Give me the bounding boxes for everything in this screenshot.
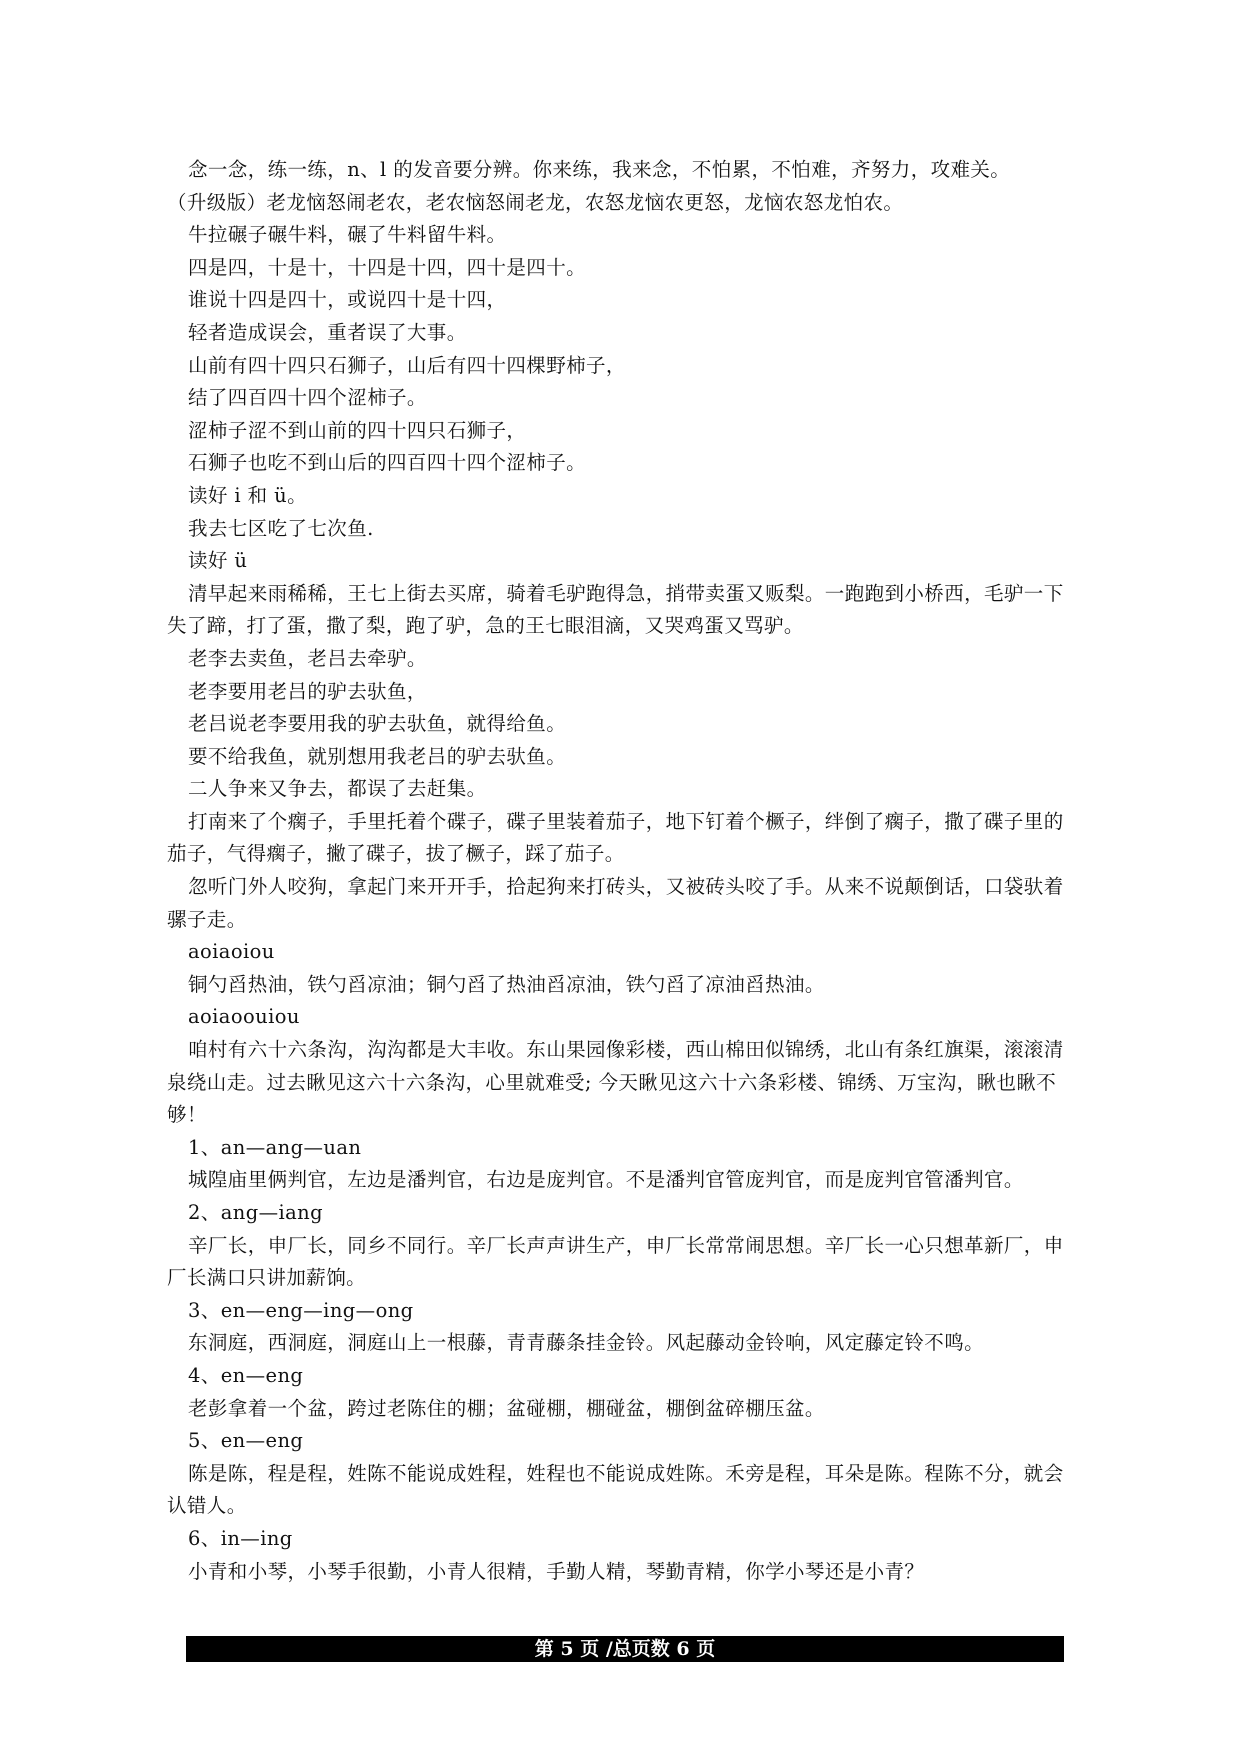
text-line: 老吕说老李要用我的驴去驮鱼，就得给鱼。 <box>188 712 567 736</box>
text-line: 二人争来又争去，都误了去赶集。 <box>188 777 487 801</box>
paragraph: 清早起来雨稀稀，王七上街去买席，骑着毛驴跑得急，捎带卖蛋又贩梨。一跑跑到小桥西，毛驴一下失了蹄，打了蛋，撒了梨，跑了驴，急的王七眼泪滴，又哭鸡蛋又骂驴。 <box>167 581 1064 638</box>
text-line: 老李要用老吕的驴去驮鱼， <box>188 679 427 703</box>
text-line: 石狮子也吃不到山后的四百四十四个涩柿子。 <box>188 451 587 475</box>
text-line: （升级版）老龙恼怒闹老农，老农恼怒闹老龙，农怒龙恼农更怒，龙恼农怒龙怕农。 <box>167 190 904 214</box>
text-line: 老李去卖鱼，老吕去牵驴。 <box>188 646 427 670</box>
document-body <box>167 154 1068 1588</box>
text-line: 老彭拿着一个盆，跨过老陈住的棚；盆碰棚，棚碰盆，棚倒盆碎棚压盆。 <box>188 1396 825 1420</box>
text-line: 东洞庭，西洞庭，洞庭山上一根藤，青青藤条挂金铃。风起藤动金铃响，风定藤定铃不鸣。 <box>188 1331 985 1355</box>
text-line: 要不给我鱼，就别想用我老吕的驴去驮鱼。 <box>188 744 567 768</box>
paragraph: 打南来了个瘸子，手里托着个碟子，碟子里装着茄子，地下钉着个橛子，绊倒了瘸子，撒了碟子里的茄子，气得瘸子，撇了碟子，拔了橛子，踩了茄子。 <box>167 809 1064 866</box>
text-line: 念一念，练一练，n、l 的发音要分辨。你来练，我来念，不怕累，不怕难，齐努力，攻难关。 <box>188 158 1011 181</box>
paragraph: 咱村有六十六条沟，沟沟都是大丰收。东山果园像彩楼，西山棉田似锦绣，北山有条红旗渠，滚滚清泉绕山走。过去瞅见这六十六条沟，心里就难受; 今天瞅见这六十六条彩楼、锦绣、万宝沟，瞅也瞅不够！ <box>167 1038 1064 1127</box>
section-heading: 1、an—ang—uan <box>188 1135 362 1159</box>
text-line: 谁说十四是四十，或说四十是十四， <box>188 288 507 312</box>
section-heading: 2、ang—iang <box>188 1201 323 1224</box>
section-heading: 5、en—eng <box>188 1429 304 1453</box>
text-line: 四是四，十是十，十四是十四，四十是四十。 <box>188 255 587 279</box>
page-footer <box>186 1636 1064 1662</box>
text-line: 山前有四十四只石狮子，山后有四十四棵野柿子， <box>188 353 626 377</box>
text-line: 结了四百四十四个涩柿子。 <box>188 386 427 410</box>
text-line: aoiaoouiou <box>188 1005 300 1029</box>
text-line: 牛拉碾子碾牛料，碾了牛料留牛料。 <box>188 223 507 247</box>
section-heading: 3、en—eng—ing—ong <box>188 1298 414 1322</box>
section-heading: 6、in—ing <box>188 1526 293 1550</box>
text-line: 铜勺舀热油，铁勺舀凉油；铜勺舀了热油舀凉油，铁勺舀了凉油舀热油。 <box>188 972 825 996</box>
text-line: 我去七区吃了七次鱼. <box>188 516 374 540</box>
paragraph: 辛厂长，申厂长，同乡不同行。辛厂长声声讲生产，申厂长常常闹思想。辛厂长一心只想革新厂，申厂长满口只讲加薪饷。 <box>167 1233 1064 1290</box>
text-line: 小青和小琴，小琴手很勤，小青人很精，手勤人精，琴勤青精，你学小琴还是小青？ <box>188 1559 925 1583</box>
text-line: 读好 ü <box>188 549 248 573</box>
paragraph: 忽听门外人咬狗，拿起门来开开手，拾起狗来打砖头，又被砖头咬了手。从来不说颠倒话，口袋驮着骡子走。 <box>167 875 1064 931</box>
section-heading: 4、en—eng <box>188 1363 304 1387</box>
text-line: 读好 i 和 ü。 <box>188 483 307 507</box>
text-line: 涩柿子涩不到山前的四十四只石狮子， <box>188 418 527 442</box>
text-line: 轻者造成误会，重者误了大事。 <box>188 320 467 344</box>
text-line: 城隍庙里俩判官，左边是潘判官，右边是庞判官。不是潘判官管庞判官，而是庞判官管潘判官。 <box>188 1168 1024 1192</box>
text-line: aoiaoiou <box>188 940 275 964</box>
page-number-label: 第 5 页 /总页数 6 页 <box>534 1638 716 1660</box>
paragraph: 陈是陈，程是程，姓陈不能说成姓程，姓程也不能说成姓陈。禾旁是程，耳朵是陈。程陈不分，就会认错人。 <box>167 1461 1064 1518</box>
